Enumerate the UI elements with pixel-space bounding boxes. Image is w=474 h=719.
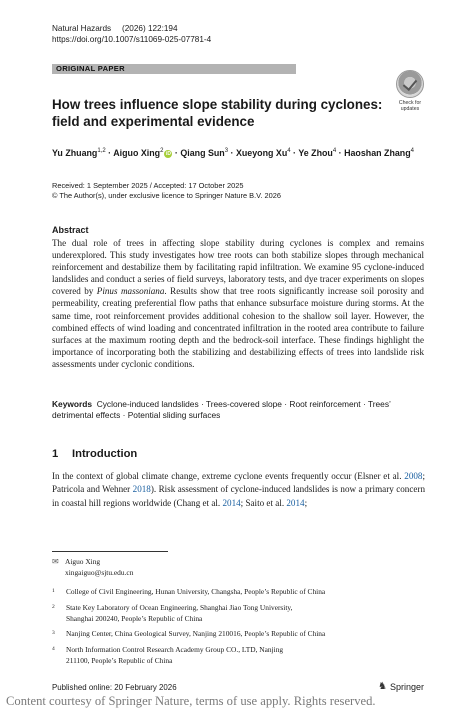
article-dates — [52, 181, 281, 201]
citation-link[interactable]: 2008 — [404, 471, 423, 481]
check-updates-line1: Check for — [398, 100, 422, 106]
affiliation: 4 North Information Control Research Academy Group CO., LTD, Nanjing 211100, People’s Republic of China — [52, 645, 284, 665]
citation-link[interactable]: 2014 — [286, 497, 305, 508]
check-updates-icon — [396, 70, 424, 98]
abstract-body: The dual role of trees in affecting slope stability during cyclones is complex and remains underexplored. This study investigates how tree roots can both stabilize slopes through mechanical reinforcement and destabilize them by facilitating rapid infiltration. We examine 95 cyclone-induced landslides and conduct a series of field surveys, laboratory tests, and dye tracer experiments on slopes covered by Pinus massoniana. Results show that tree roots significantly increase soil porosity and permeability, creating preferential flow paths that enhance subsurface moisture during storms. At the same time, root reinforcement provides additional cohesion to the shallow soil layer. However, the combined effects of wind loading and concentrated infiltration in the rooted area contribute to failure surfaces at the maximum rooting depth and the bedrock-soil interface. These findings highlight the importance of incorporating both the stabilizing and destabilizing effects of trees into landslide risk assessments under cyclonic conditions. — [52, 238, 424, 369]
abstract-heading: Abstract — [52, 225, 89, 235]
springer-horse-icon: ♞ — [378, 681, 387, 692]
author-list: Yu Zhuang$^{1,2}$ · Aiguo Xing$^2$ iD · Qiang Sun$^3$ · Xueyong $Xu^4 \cdot Ye$ Zhou$^4$ · Haoshan Zhang$^4$ — [52, 148, 414, 158]
citation-link[interactable]: 2018 — [132, 484, 151, 495]
affiliation: 3 Nanjing Center, China Geological Survey, Nanjing 210016, People’s Republic of China — [52, 629, 326, 638]
affiliation: 1 College of Civil Engineering, Hunan University, Changsha, People’s Republic of China — [52, 587, 326, 596]
article-type-bar — [52, 64, 296, 74]
keywords — [52, 399, 424, 422]
species-name: Pinus massoniana — [96, 286, 165, 297]
check-for-updates-button[interactable] — [392, 70, 428, 112]
keywords-label: Keywords — [52, 399, 93, 409]
citation-link[interactable]: 2014 — [222, 497, 241, 508]
corresponding-author: Aiguo Xing — [65, 557, 101, 566]
springer-logo: ♞ Springer — [378, 681, 424, 692]
published-online: Published online: 20 February 2026 — [52, 683, 177, 692]
doi-link[interactable]: https://doi.org/10.1007/s11069-025-07781-4 — [52, 35, 212, 44]
author[interactable]: Haoshan Zhang$^4$ — [344, 148, 414, 158]
courtesy-watermark: Content courtesy of Springer Nature, terms of use apply. Rights reserved. — [6, 694, 376, 708]
author[interactable]: Yu Zhuang$^{1,2}$ — [52, 148, 106, 158]
journal-header — [52, 23, 211, 45]
journal-name: Natural Hazards — [52, 24, 112, 33]
keywords-list: Cyclone-induced landslides · Trees-covered slope · Root reinforcement · Trees’ detrimental effects · Potential sliding surfaces — [52, 399, 391, 421]
footnote-divider — [52, 551, 168, 552]
envelope-icon: ✉ — [52, 557, 59, 566]
article-type-label: ORIGINAL PAPER — [56, 64, 125, 73]
orcid-icon[interactable]: iD — [165, 151, 171, 157]
introduction-paragraph: In the context of global climate change, extreme cyclone events frequently occur (Elsner et al. 2008; Patricola and Wehner 2018). Risk assessment of cyclone-induced landslides is now a primary concern in coastal hill regions worldwide (Chang et al. 2014; Saito et al. 2014; — [52, 471, 425, 508]
check-updates-line2: updates — [400, 106, 420, 112]
author[interactable]: Aiguo Xing$^2$ iD — [113, 148, 171, 158]
author[interactable]: Qiang Sun$^3$ — [180, 148, 229, 158]
article-title: How trees influence slope stability during cyclones: field and experimental evidence — [52, 97, 383, 129]
corresponding-email[interactable]: xingaiguo@sjtu.edu.cn — [65, 567, 134, 577]
section-heading-introduction: 1 Introduction — [52, 448, 138, 460]
received-accepted: Received: 1 September 2025 / Accepted: 17 October 2025 — [52, 181, 244, 190]
correspondence — [52, 557, 133, 578]
affiliation: 2 State Key Laboratory of Ocean Engineering, Shanghai Jiao Tong University, Shanghai 200240, People’s Republic of China — [52, 603, 293, 623]
journal-volume: (2026) 122:194 — [122, 24, 178, 33]
author[interactable]: Ye Zhou$^4$ — [298, 148, 337, 158]
author[interactable]: Xueyong Xu$^4$ — [235, 148, 291, 158]
copyright: © The Author(s), under exclusive licence to Springer Nature B.V. 2026 — [52, 191, 281, 200]
